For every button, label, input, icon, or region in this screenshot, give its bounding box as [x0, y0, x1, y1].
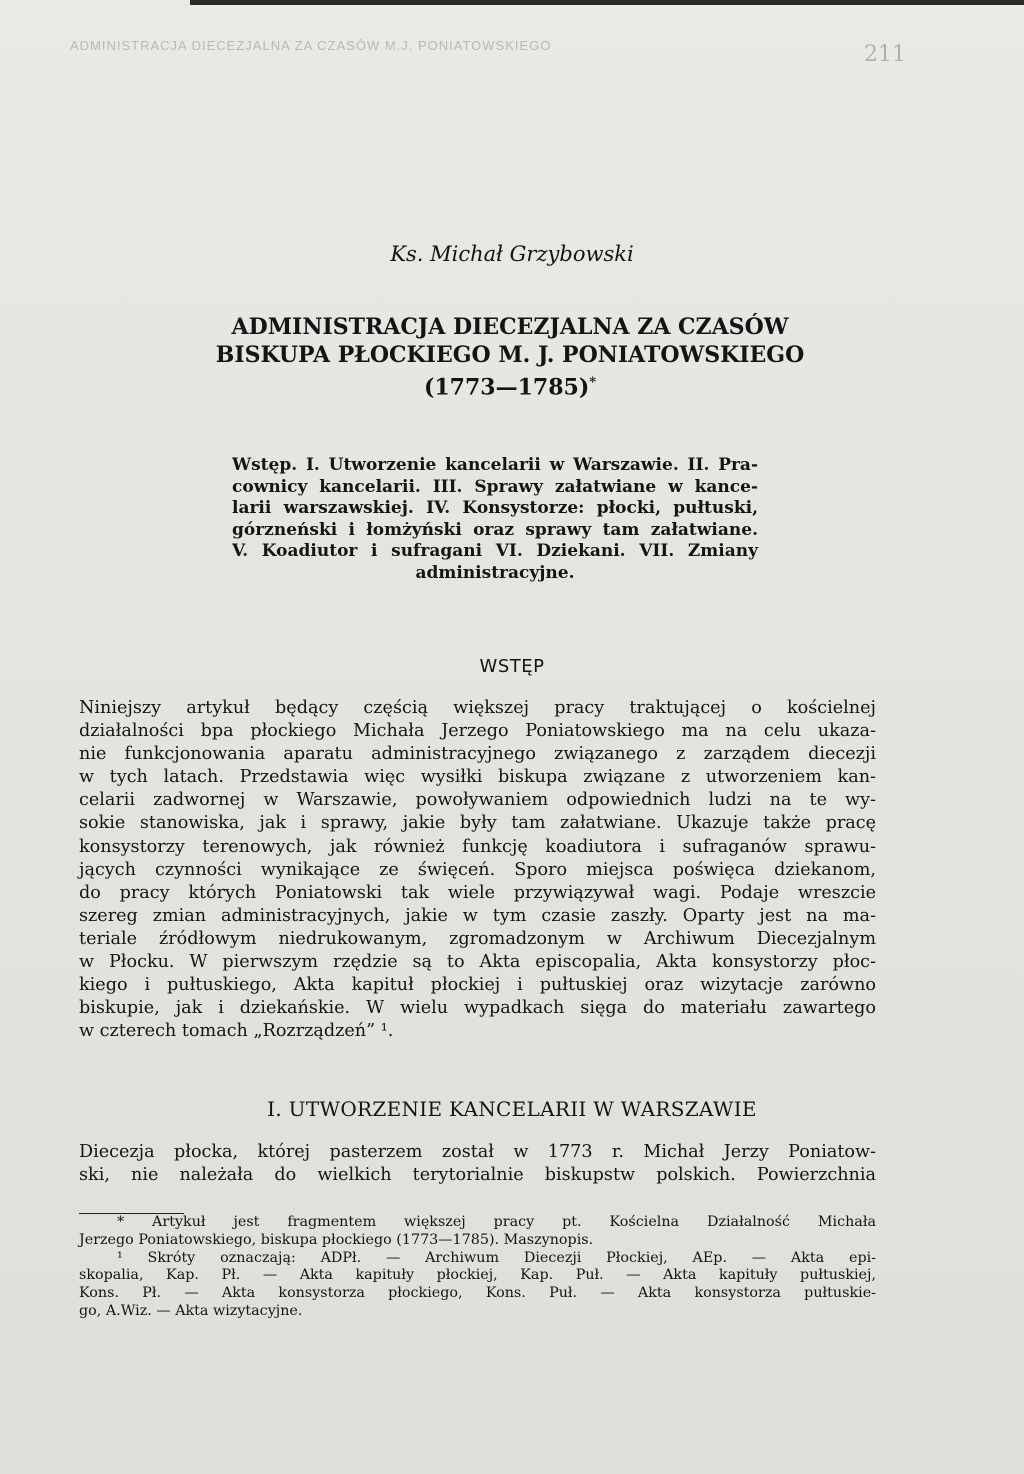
contents-line: V. Koadiutor i sufragani VI. Dziekani. VII. Zmiany: [232, 541, 758, 561]
paragraph-line: Diecezja płocka, której pasterzem został w 1773 r. Michał Jerzy Poniatow-: [79, 1142, 876, 1162]
paragraph-line: w czterech tomach „Rozrządzeń” ¹.: [79, 1021, 394, 1042]
contents-last-line: administracyjne.: [415, 562, 575, 583]
wstep-paragraph: [79, 697, 876, 1043]
footnote-line: Jerzego Poniatowskiego, biskupa płockiego (1773—1785). Maszynopis.: [79, 1231, 594, 1248]
contents-line: cownicy kancelarii. III. Sprawy załatwiane w kance-: [232, 476, 758, 497]
title-line-2: BISKUPA PŁOCKIEGO M. J. PONIATOWSKIEGO: [215, 342, 805, 368]
show-through-running-head: ADMINISTRACJA DIECEZJALNA ZA CZASÓW M.J. PONIATOWSKIEGO: [70, 38, 552, 53]
page-number: 211: [864, 42, 906, 67]
paragraph-line: ski, nie należała do wielkich terytorialnie biskupstw polskich. Powierzchnia: [79, 1165, 876, 1186]
paragraph-line: działalności bpa płockiego Michała Jerzego Poniatowskiego ma na celu ukaza-: [79, 721, 876, 742]
footnote-line: skopalia, Kap. Pł. — Akta kapituły płockiej, Kap. Puł. — Akta kapituły pułtuskiej,: [79, 1267, 876, 1284]
top-rule: [190, 0, 1024, 5]
paragraph-line: sokie stanowiska, jak i sprawy, jakie były tam załatwiane. Ukazuje także pracę: [79, 813, 876, 834]
title-dates: (1773—1785): [423, 374, 590, 401]
footnote-line: go, A.Wiz. — Akta wizytacyjne.: [79, 1302, 303, 1319]
article-title: [100, 313, 920, 401]
section-heading-utworzenie: I. UTWORZENIE KANCELARII W WARSZAWIE: [267, 1097, 757, 1121]
paragraph-line: Niniejszy artykuł będący częścią większej pracy traktującej o kościelnej: [79, 698, 876, 718]
table-of-contents: [232, 455, 758, 584]
title-footnote-marker: *: [589, 375, 597, 390]
footnote-line: * Artykuł jest fragmentem większej pracy pt. Kościelna Działalność Michała: [117, 1214, 876, 1230]
contents-line: górzneński i łomżyński oraz sprawy tam załatwiane.: [232, 519, 758, 540]
paragraph-line: biskupie, jak i dziekańskie. W wielu wypadkach sięga do materiału zawartego: [79, 998, 876, 1019]
paragraph-line: do pracy których Poniatowski tak wiele przywiązywał wagi. Podaje wreszcie: [79, 882, 876, 903]
title-line-3: [100, 369, 920, 401]
footnotes: [79, 1214, 876, 1321]
paragraph-line: jących czynności wynikające ze święceń. Sporo miejsca poświęca dziekanom,: [79, 859, 876, 880]
paragraph-line: szereg zmian administracyjnych, jakie w tym czasie zaszły. Oparty jest na ma-: [79, 905, 876, 926]
paragraph-line: celarii zadwornej w Warszawie, powoływaniem odpowiednich ludzi na te wy-: [79, 790, 876, 811]
section-heading-wstep: WSTĘP: [479, 656, 545, 677]
contents-line: larii warszawskiej. IV. Konsystorze: płocki, pułtuski,: [232, 498, 758, 518]
paragraph-line: w Płocku. W pierwszym rzędzie są to Akta episcopalia, Akta konsystorzy płoc-: [79, 952, 876, 973]
footnote-line: Kons. Pł. — Akta konsystorza płockiego, Kons. Puł. — Akta konsystorza pułtuskie-: [79, 1285, 876, 1302]
paragraph-line: w tych latach. Przedstawia więc wysiłki biskupa związane z utworzeniem kan-: [79, 767, 876, 788]
paragraph-line: kiego i pułtuskiego, Akta kapituł płockiej i pułtuskiej oraz wizytacje zarówno: [79, 975, 876, 996]
author-name: Ks. Michał Grzybowski: [390, 242, 634, 266]
section1-paragraph: [79, 1141, 876, 1187]
paragraph-line: konsystorzy terenowych, jak również funkcję koadiutora i sufraganów sprawu-: [79, 836, 876, 857]
paragraph-line: nie funkcjonowania aparatu administracyjnego związanego z zarządem diecezji: [79, 744, 876, 765]
footnote-line: ¹ Skróty oznaczają: ADPł. — Archiwum Diecezji Płockiej, AEp. — Akta epi-: [117, 1249, 876, 1266]
title-line-1: ADMINISTRACJA DIECEZJALNA ZA CZASÓW: [231, 314, 789, 340]
paragraph-line: teriale źródłowym niedrukowanym, zgromadzonym w Archiwum Diecezjalnym: [79, 928, 876, 949]
contents-line: Wstęp. I. Utworzenie kancelarii w Warszawie. II. Pra-: [232, 455, 758, 475]
